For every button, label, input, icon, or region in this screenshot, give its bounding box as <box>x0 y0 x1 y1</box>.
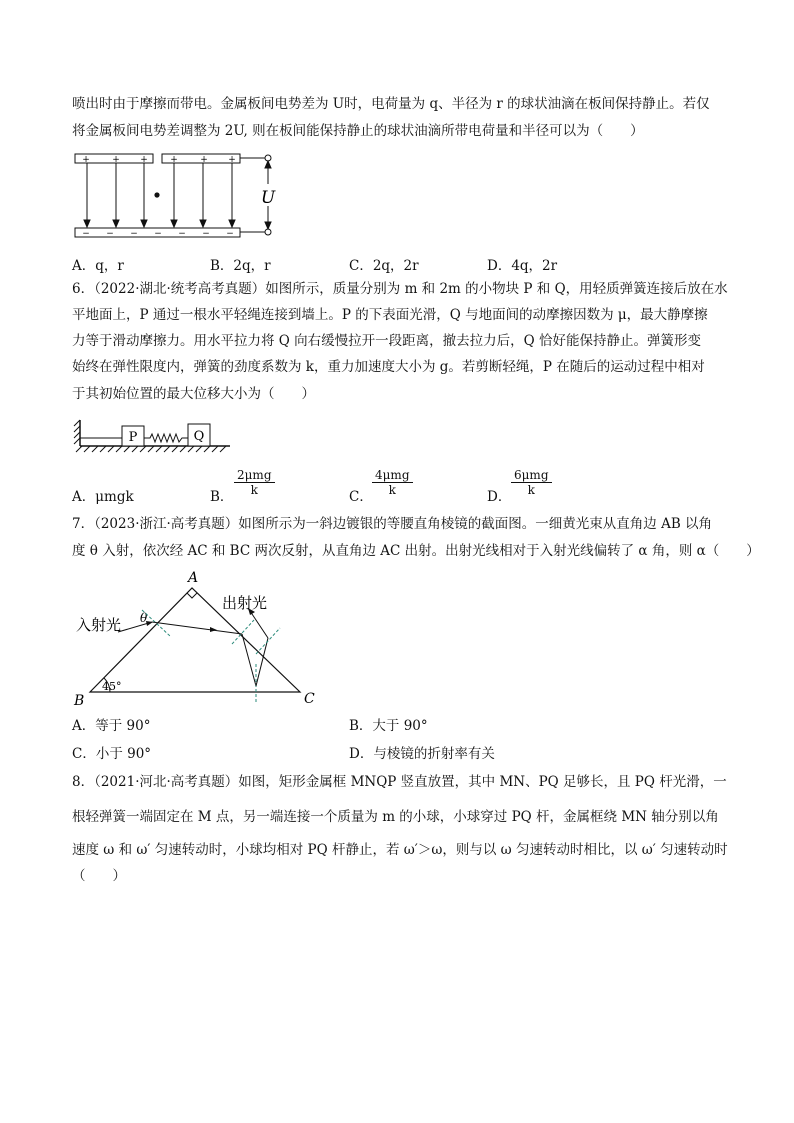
fraction-numerator: 2μmg <box>234 468 275 483</box>
fraction-denominator: k <box>388 483 396 497</box>
q7-text-line-1: 7．（2023·浙江·高考真题）如图所示为一斜边镀银的等腰直角棱镜的截面图。一细黄光束从直角边 AB 以角 <box>72 516 713 532</box>
q8-text-line-1: 8．（2021·河北·高考真题）如图，矩形金属框 MNQP 竖直放置，其中 MN、PQ 足够长，且 PQ 杆光滑，一 <box>72 774 727 790</box>
spring <box>144 434 188 442</box>
plus-sign: + <box>112 155 120 165</box>
minus-sign: − <box>202 229 210 239</box>
ground-hatching <box>76 446 226 452</box>
q6-spring-diagram <box>72 418 232 454</box>
vertex-a-label: A <box>188 570 199 586</box>
q6-option-b-fraction <box>234 468 275 497</box>
q6-option-a[interactable]: A．μmgk <box>72 489 134 505</box>
minus-sign: − <box>154 229 162 239</box>
q7-option-d[interactable]: D．与棱镜的折射率有关 <box>349 746 495 762</box>
minus-sign: − <box>106 229 114 239</box>
q6-text-line-2: 平地面上，P 通过一根水平轻绳连接到墙上。P 的下表面光滑，Q 与地面间的动摩擦因数为 μ，最大静摩擦 <box>72 307 708 323</box>
q6-text-line-1: 6．（2022·湖北·统考高考真题）如图所示，质量分别为 m 和 2m 的小物块 P 和 Q，用轻质弹簧连接后放在水 <box>72 281 728 297</box>
theta-label: θ <box>140 611 148 625</box>
oil-droplet <box>154 192 159 197</box>
q7-text-line-2: 度 θ 入射，依次经 AC 和 BC 两次反射，从直角边 AC 出射。出射光线相对于入射光线偏转了 α 角，则 α（ ） <box>72 543 760 559</box>
right-angle-marker <box>187 593 197 598</box>
prism-outline <box>90 588 300 692</box>
q6-option-c-label[interactable]: C． <box>349 489 373 505</box>
plus-sign: + <box>200 155 208 165</box>
plus-sign: + <box>82 155 90 165</box>
reflected-ray-1 <box>242 634 256 686</box>
fraction-numerator: 6μmg <box>511 468 552 483</box>
q5-capacitor-diagram <box>72 152 282 244</box>
q5-option-b[interactable]: B．2q，r <box>210 258 271 274</box>
q6-option-c-fraction <box>372 468 413 497</box>
q6-option-d-label[interactable]: D． <box>487 489 512 505</box>
incident-label: 入射光 <box>76 616 122 634</box>
q5-option-c[interactable]: C．2q，2r <box>349 258 419 274</box>
fraction-denominator: k <box>250 483 258 497</box>
q6-text-line-4: 始终在弹性限度内，弹簧的劲度系数为 k，重力加速度大小为 g。若剪断轻绳，P 在随后的运动过程中相对 <box>72 359 705 375</box>
block-q-label: Q <box>193 429 205 444</box>
q8-text-line-3: 速度 ω 和 ω′ 匀速转动时，小球均相对 PQ 杆静止，若 ω′＞ω，则与以 ω 匀速转动时相比，以 ω′ 匀速转动时 <box>72 842 728 858</box>
q6-option-d-fraction <box>511 468 552 497</box>
q5-option-a[interactable]: A．q，r <box>72 258 124 274</box>
q7-option-b[interactable]: B．大于 90° <box>349 718 428 734</box>
vertex-b-label: B <box>74 693 85 709</box>
fraction-numerator: 4μmg <box>372 468 413 483</box>
vertex-c-label: C <box>304 691 315 707</box>
angle-label: 45° <box>102 680 122 693</box>
emergent-label: 出射光 <box>222 594 268 612</box>
minus-sign: − <box>130 229 138 239</box>
q6-text-line-3: 力等于滑动摩擦力。用水平拉力将 Q 向右缓慢拉开一段距离，撤去拉力后，Q 恰好能保持静止。弹簧形变 <box>72 333 702 349</box>
q5-text-line-2: 将金属板间电势差调整为 2U, 则在板间能保持静止的球状油滴所带电荷量和半径可以为（ ） <box>72 123 644 139</box>
minus-sign: − <box>226 229 234 239</box>
q7-option-a[interactable]: A．等于 90° <box>72 718 151 734</box>
wall-hatching <box>74 420 80 444</box>
normal-ac <box>232 620 254 644</box>
q5-text-line-1: 喷出时由于摩擦而带电。金属板间电势差为 U时，电荷量为 q、半径为 r 的球状油滴在板间保持静止。若仅 <box>72 96 710 112</box>
minus-sign: − <box>82 229 90 239</box>
q5-option-d[interactable]: D．4q，2r <box>487 258 558 274</box>
block-p-label: P <box>128 430 138 445</box>
voltage-label: U <box>260 188 276 208</box>
q8-text-line-4: （ ） <box>72 868 126 884</box>
q7-prism-diagram <box>72 568 332 708</box>
plus-sign: + <box>170 155 178 165</box>
minus-sign: − <box>178 229 186 239</box>
normal-ac-2 <box>256 628 280 654</box>
plus-sign: + <box>228 155 236 165</box>
q6-text-line-5: 于其初始位置的最大位移大小为（ ） <box>72 386 315 402</box>
q8-text-line-2: 根轻弹簧一端固定在 M 点，另一端连接一个质量为 m 的小球，小球穿过 PQ 杆，金属框绕 MN 轴分别以角 <box>72 809 719 825</box>
reflected-ray-2 <box>256 638 268 686</box>
q6-option-b-label[interactable]: B． <box>210 489 234 505</box>
plus-sign: + <box>140 155 148 165</box>
q7-option-c[interactable]: C．小于 90° <box>72 746 152 762</box>
fraction-denominator: k <box>527 483 535 497</box>
